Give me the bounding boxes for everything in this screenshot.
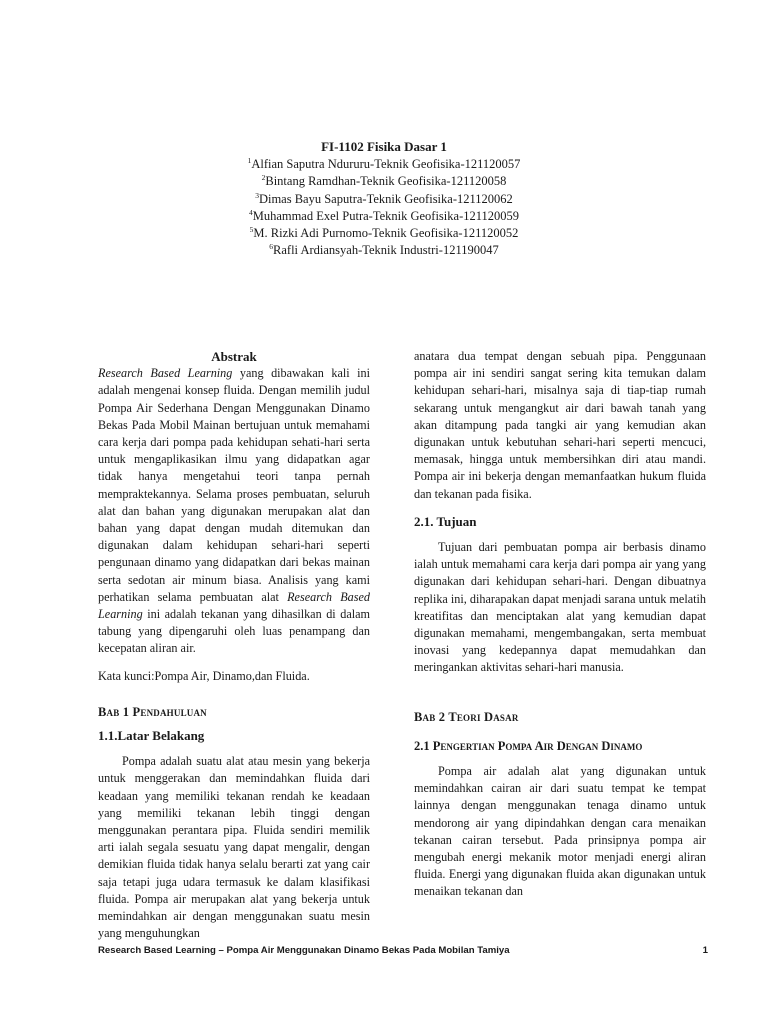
- author-sup: 6: [269, 242, 274, 252]
- latar-belakang-paragraph: Pompa adalah suatu alat atau mesin yang bekerja untuk menggerakan dan memindahkan fluida dari keadaan yang memiliki tekanan rendah ke keadaan yang memiliki tekanan lebih tinggi dengan menggunakan perantara pipa. Fluida sendiri memilik arti ialah segala sesuatu yang dapat mengalir, dengan demikian fluida tidak hanya selalu berarti zat yang cair saja tetapi juga udara termasuk ke dalam klasifikasi fluida. Pompa air merupakan alat yang bekerja untuk memindahkan air dengan menggunakan suatu mesin yang menguhungkan: [98, 754, 370, 941]
- pengertian-heading: 2.1 Pengertian Pompa Air Dengan Dinamo: [414, 738, 643, 753]
- tujuan-heading: 2.1. Tujuan: [414, 513, 477, 529]
- author-text: M. Rizki Adi Purnomo-Teknik Geofisika-121120052: [253, 226, 519, 241]
- page-footer: [98, 945, 708, 956]
- author-text: Dimas Bayu Saputra-Teknik Geofisika-121120062: [258, 191, 513, 206]
- left-column: [98, 348, 370, 943]
- page-number: 1: [702, 945, 708, 956]
- author-sup: 3: [255, 190, 259, 200]
- author-sup: 5: [249, 224, 254, 234]
- author-text: Bintang Ramdhan-Teknik Geofisika-121120058: [265, 174, 507, 189]
- author-sup: 2: [261, 173, 266, 183]
- running-title: Research Based Learning – Pompa Air Menggunakan Dinamo Bekas Pada Mobilan Tamiya: [98, 945, 510, 956]
- abstract-text: ini adalah tekanan yang dihasilkan di dalam tabung yang dipengaruhi oleh luas penampang dan kecepatan aliran air.: [98, 607, 370, 656]
- latar-belakang-continuation: anatara dua tempat dengan sebuah pipa. Penggunaan pompa air ini sendiri sangat sering kita temukan dalam kehidupan sehari-hari, misalnya saja di tiap-tiap rumah sekarang untuk mengangkut air dari bawah tanah yang akan ditampung pada tangki air yang kemudian akan digunakan untuk kebutuhan sehari-hari seperti mencuci, memasak, hingga untuk membersihkan diri atau mandi. Pompa air ini bekerja dengan memanfaatkan hukum fluida dan tekanan pada fisika.: [414, 349, 706, 501]
- tujuan-paragraph: Tujuan dari pembuatan pompa air berbasis dinamo ialah untuk memahami cara kerja dari pompa air yang yang digunakan dari kehidupan sehari-hari. Dengan dibuatnya replika ini, diharapakan dapat menjadi sarana untuk melatih kreatifitas dan menciptakan alat yang kemudian dapat digunakan memahami, mengembangakan, serta membuat inovasi yang kedepannya dapat memudahkan dan meringankan aktivitas sehari-hari manusia.: [414, 540, 706, 675]
- author-sup: 1: [247, 156, 252, 166]
- bab1-heading: Bab 1 Pendahuluan: [98, 704, 207, 719]
- abstract-italic-term: Research Based Learning: [98, 366, 233, 381]
- abstract-paragraph: [98, 365, 370, 657]
- pengertian-paragraph: Pompa air adalah alat yang digunakan untuk memindahkan cairan air dari suatu tempat ke tempat lainnya dengan menggunakan tenaga dinamo untuk mendorong air yang dipindahkan dengan cara menaikan tekanan cairan tersebut. Pada prinsipnya pompa air mengubah energi mekanik motor menjadi energi aliran fluida. Energi yang digunakan fluida akan digunakan untuk menaikan tekanan dan: [414, 764, 706, 899]
- right-column: [414, 348, 706, 901]
- author-sup: 4: [248, 207, 253, 217]
- author-line: [0, 242, 768, 259]
- abstract-italic-term: Research Based Learning: [98, 589, 370, 622]
- author-text: Rafli Ardiansyah-Teknik Industri-121190047: [273, 243, 499, 258]
- author-text: Muhammad Exel Putra-Teknik Geofisika-121120059: [252, 208, 520, 223]
- bab2-heading: Bab 2 Teori Dasar: [414, 709, 519, 724]
- author-line: [0, 208, 768, 225]
- author-line: [0, 156, 768, 173]
- latar-belakang-heading: 1.1.Latar Belakang: [98, 728, 205, 744]
- author-line: [0, 173, 768, 190]
- author-line: [0, 225, 768, 242]
- author-text: Alfian Saputra Ndururu-Teknik Geofisika-121120057: [251, 157, 521, 172]
- abstract-text: yang dibawakan kali ini adalah mengenai konsep fluida. Dengan memilih judul Pompa Air Sederhana Dengan Menggunakan Dinamo Bekas Pada Mobil Mainan bertujuan untuk memahami cara kerja dari pompa pada kehidupan sehati-hari serta untuk mengaplikasikan ilmu yang didapatkan agar tidak hanya mengetahui teori tanpa pernah mempraktekannya. Selama proses pembuatan, seluruh alat dan bahan yang digunakan merupakan alat dan bahan yang dapat dengan mudah ditemukan dan digunakan dalam kehidupan sehari-hari seperti pengunaan dinamo yang didapatkan dari bekas mainan serta sedotan air minum biasa. Analisis yang kami perhatikan selama pembuatan alat: [98, 366, 370, 604]
- title-block: [0, 138, 768, 259]
- author-line: [0, 191, 768, 208]
- course-title: FI-1102 Fisika Dasar 1: [321, 139, 447, 154]
- abstract-heading: Abstrak: [211, 349, 257, 364]
- keywords: Kata kunci:Pompa Air, Dinamo,dan Fluida.: [98, 668, 310, 683]
